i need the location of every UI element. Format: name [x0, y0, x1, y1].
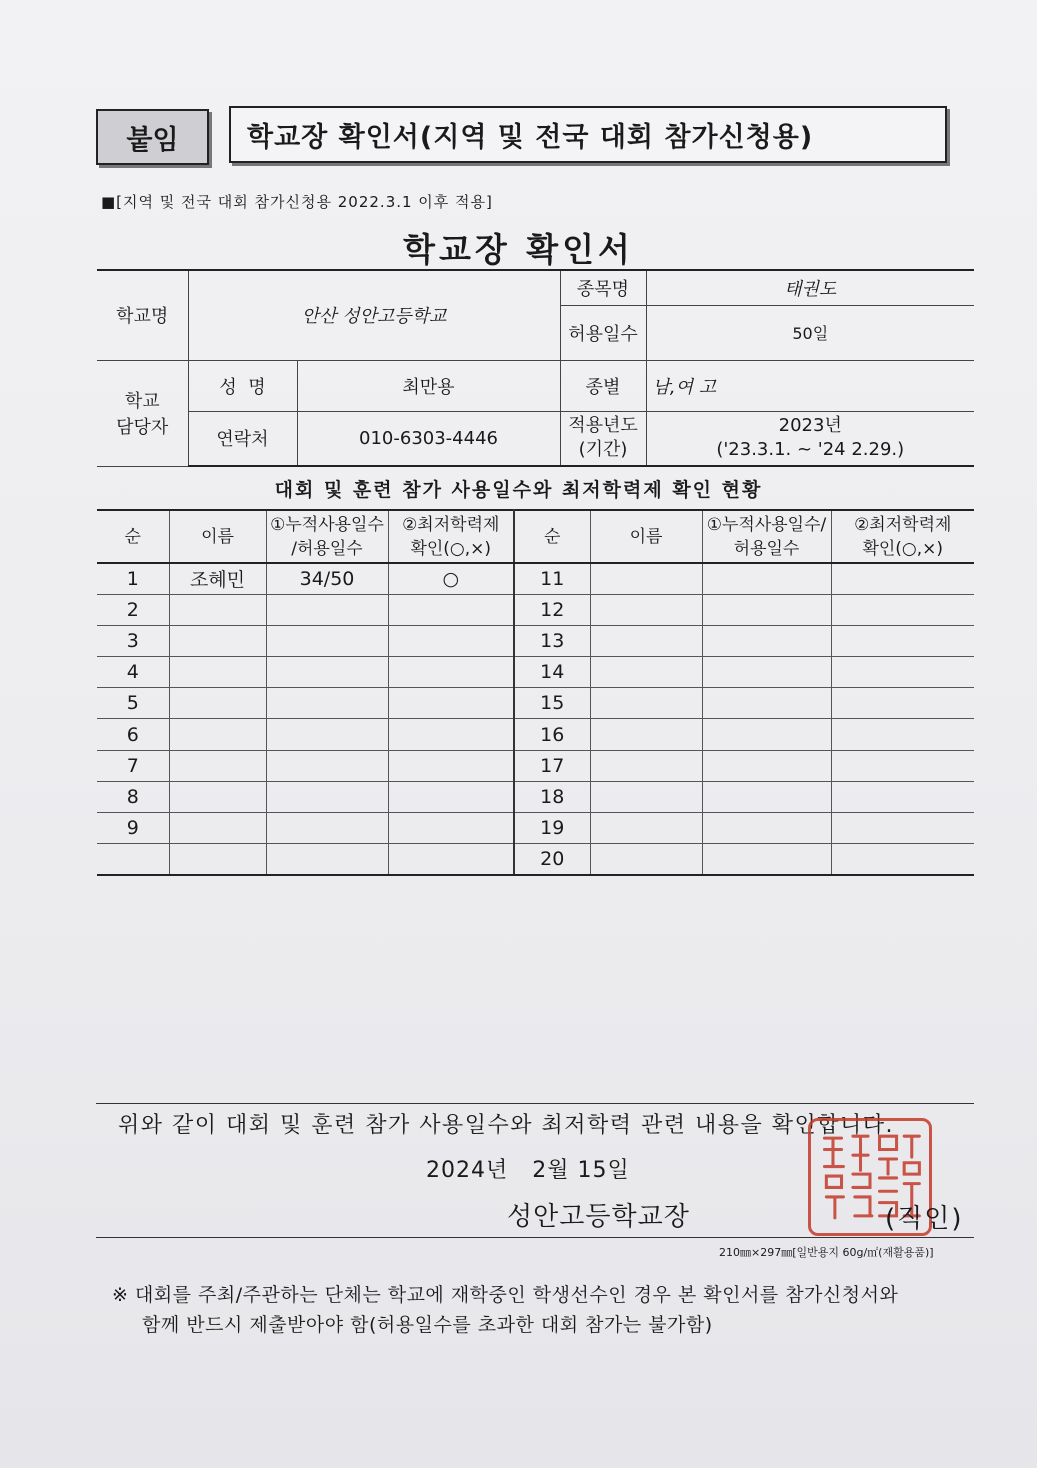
row-grade-right [831, 657, 974, 688]
row-grade-right [831, 719, 974, 750]
table-row [97, 657, 974, 688]
confirm-statement: 위와 같이 대회 및 훈련 참가 사용일수와 최저학력 관련 내용을 확인합니다. [118, 1113, 894, 1138]
row-grade [388, 719, 514, 750]
year-label-line2: (기간) [578, 439, 628, 461]
header-days-right-line2: 허용일수 [733, 538, 800, 559]
school-label: 학교명 [97, 270, 188, 360]
row-seq-right: 17 [514, 750, 590, 781]
row-days: 34/50 [266, 563, 388, 594]
row-seq-right: 16 [514, 719, 590, 750]
name-label: 성 명 [188, 360, 297, 411]
contact-label: 연락처 [188, 411, 297, 466]
year-value [646, 411, 974, 466]
table-row [97, 563, 974, 594]
header-days-line2: /허용일수 [291, 538, 363, 559]
page-title: 학교장 확인서 [403, 230, 634, 269]
row-days [266, 750, 388, 781]
row-name-right [590, 594, 702, 625]
table-row [97, 719, 974, 750]
row-grade-right [831, 781, 974, 812]
row-grade-right [831, 813, 974, 844]
manager-label-line2: 담당자 [116, 417, 169, 438]
days-label: 허용일수 [560, 305, 646, 360]
row-seq-right: 12 [514, 594, 590, 625]
header-grade-right-line2: 확인(○,×) [862, 538, 944, 559]
row-seq: 6 [97, 719, 169, 750]
row-days [266, 719, 388, 750]
row-days-right [702, 594, 831, 625]
row-seq: 3 [97, 625, 169, 656]
row-days-right [702, 688, 831, 719]
row-seq-right: 15 [514, 688, 590, 719]
row-days [266, 781, 388, 812]
row-grade [388, 688, 514, 719]
header-name: 이름 [169, 510, 266, 563]
row-seq: 2 [97, 594, 169, 625]
list-subtitle: 대회 및 훈련 참가 사용일수와 최저학력제 확인 현황 [274, 479, 763, 501]
header-seq: 순 [97, 510, 169, 563]
header-name-right: 이름 [590, 510, 702, 563]
row-name-right [590, 563, 702, 594]
row-grade [388, 750, 514, 781]
row-name [169, 813, 266, 844]
footnote [112, 1280, 898, 1340]
header-days-right-line1: ①누적사용일수/ [706, 514, 827, 535]
row-name-right [590, 625, 702, 656]
row-days-right [702, 750, 831, 781]
row-days [266, 657, 388, 688]
participation-table [97, 509, 974, 876]
table-row [97, 594, 974, 625]
sport-value: 태권도 [646, 270, 974, 305]
row-seq [97, 844, 169, 875]
row-name [169, 750, 266, 781]
row-grade: ○ [388, 563, 514, 594]
header-days-right [702, 510, 831, 563]
table-row [97, 781, 974, 812]
header-days-line1: ①누적사용일수 [270, 514, 384, 535]
principal-name: 성안고등학교장 [507, 1202, 690, 1232]
manager-label-line1: 학교 [124, 391, 160, 412]
row-days [266, 625, 388, 656]
row-seq: 9 [97, 813, 169, 844]
year-label-line1: 적용년도 [568, 415, 638, 437]
row-name [169, 844, 266, 875]
row-days-right [702, 563, 831, 594]
attachment-tag: 붙임 [96, 109, 209, 165]
row-days-right [702, 625, 831, 656]
row-seq: 8 [97, 781, 169, 812]
row-seq: 4 [97, 657, 169, 688]
footnote-line2: 함께 반드시 제출받아야 함(허용일수를 초과한 대회 참가는 불가함) [142, 1314, 713, 1336]
footer-top-rule [96, 1103, 974, 1104]
row-days [266, 594, 388, 625]
row-name [169, 657, 266, 688]
row-name-right [590, 688, 702, 719]
row-name-right [590, 750, 702, 781]
table-row [97, 688, 974, 719]
school-value: 안산 성안고등학교 [188, 270, 560, 360]
header-grade-line1: ②최저학력제 [402, 514, 500, 535]
header-grade-right-line1: ②최저학력제 [854, 514, 952, 535]
info-table [97, 269, 974, 467]
row-name-right [590, 657, 702, 688]
contact-value: 010-6303-4446 [297, 411, 560, 466]
row-days [266, 813, 388, 844]
row-name [169, 625, 266, 656]
gender-label: 종별 [560, 360, 646, 411]
row-grade-right [831, 563, 974, 594]
table-row [97, 844, 974, 875]
row-name [169, 594, 266, 625]
row-seq-right: 14 [514, 657, 590, 688]
row-name-right [590, 844, 702, 875]
row-seq-right: 13 [514, 625, 590, 656]
row-name-right [590, 781, 702, 812]
row-days-right [702, 657, 831, 688]
table-row [97, 625, 974, 656]
row-grade-right [831, 688, 974, 719]
row-name: 조혜민 [169, 563, 266, 594]
gender-value: 남,여 고 [646, 360, 974, 411]
row-grade [388, 844, 514, 875]
row-name [169, 781, 266, 812]
header-grade-right [831, 510, 974, 563]
row-grade-right [831, 625, 974, 656]
header-days [266, 510, 388, 563]
row-name [169, 688, 266, 719]
row-grade [388, 594, 514, 625]
issue-date: 2024년 2월 15일 [426, 1158, 630, 1183]
applicability-note: ■[지역 및 전국 대회 참가신청용 2022.3.1 이후 적용] [101, 193, 493, 211]
row-seq: 7 [97, 750, 169, 781]
row-name-right [590, 719, 702, 750]
row-grade [388, 781, 514, 812]
paper-spec: 210㎜×297㎜[일반용지 60g/㎡(재활용품)] [719, 1246, 934, 1259]
footnote-line1: ※ 대회를 주최/주관하는 단체는 학교에 재학중인 학생선수인 경우 본 확인서를 참가신청서와 [112, 1284, 899, 1306]
row-seq-right: 11 [514, 563, 590, 594]
row-days [266, 844, 388, 875]
row-grade [388, 657, 514, 688]
year-value-line2: ('23.3.1. ~ '24 2.29.) [716, 439, 905, 461]
header-grade-line2: 확인(○,×) [410, 538, 492, 559]
row-seq-right: 18 [514, 781, 590, 812]
row-grade [388, 813, 514, 844]
row-days-right [702, 844, 831, 875]
row-days-right [702, 719, 831, 750]
row-grade-right [831, 844, 974, 875]
name-value: 최만용 [297, 360, 560, 411]
days-value: 50일 [646, 305, 974, 360]
table-row [97, 750, 974, 781]
row-name [169, 719, 266, 750]
row-days-right [702, 813, 831, 844]
row-grade-right [831, 594, 974, 625]
row-seq-right: 20 [514, 844, 590, 875]
row-seq: 1 [97, 563, 169, 594]
year-value-line1: 2023년 [778, 415, 842, 437]
row-name-right [590, 813, 702, 844]
row-days [266, 688, 388, 719]
row-grade-right [831, 750, 974, 781]
row-seq-right: 19 [514, 813, 590, 844]
footer-bottom-rule [96, 1237, 974, 1238]
manager-label [97, 360, 188, 466]
table-row [97, 813, 974, 844]
header-grade [388, 510, 514, 563]
year-label [560, 411, 646, 466]
row-seq: 5 [97, 688, 169, 719]
seal-label: (직인) [885, 1204, 964, 1234]
row-days-right [702, 781, 831, 812]
document-header-title: 학교장 확인서(지역 및 전국 대회 참가신청용) [229, 106, 947, 163]
sport-label: 종목명 [560, 270, 646, 305]
header-seq-right: 순 [514, 510, 590, 563]
row-grade [388, 625, 514, 656]
